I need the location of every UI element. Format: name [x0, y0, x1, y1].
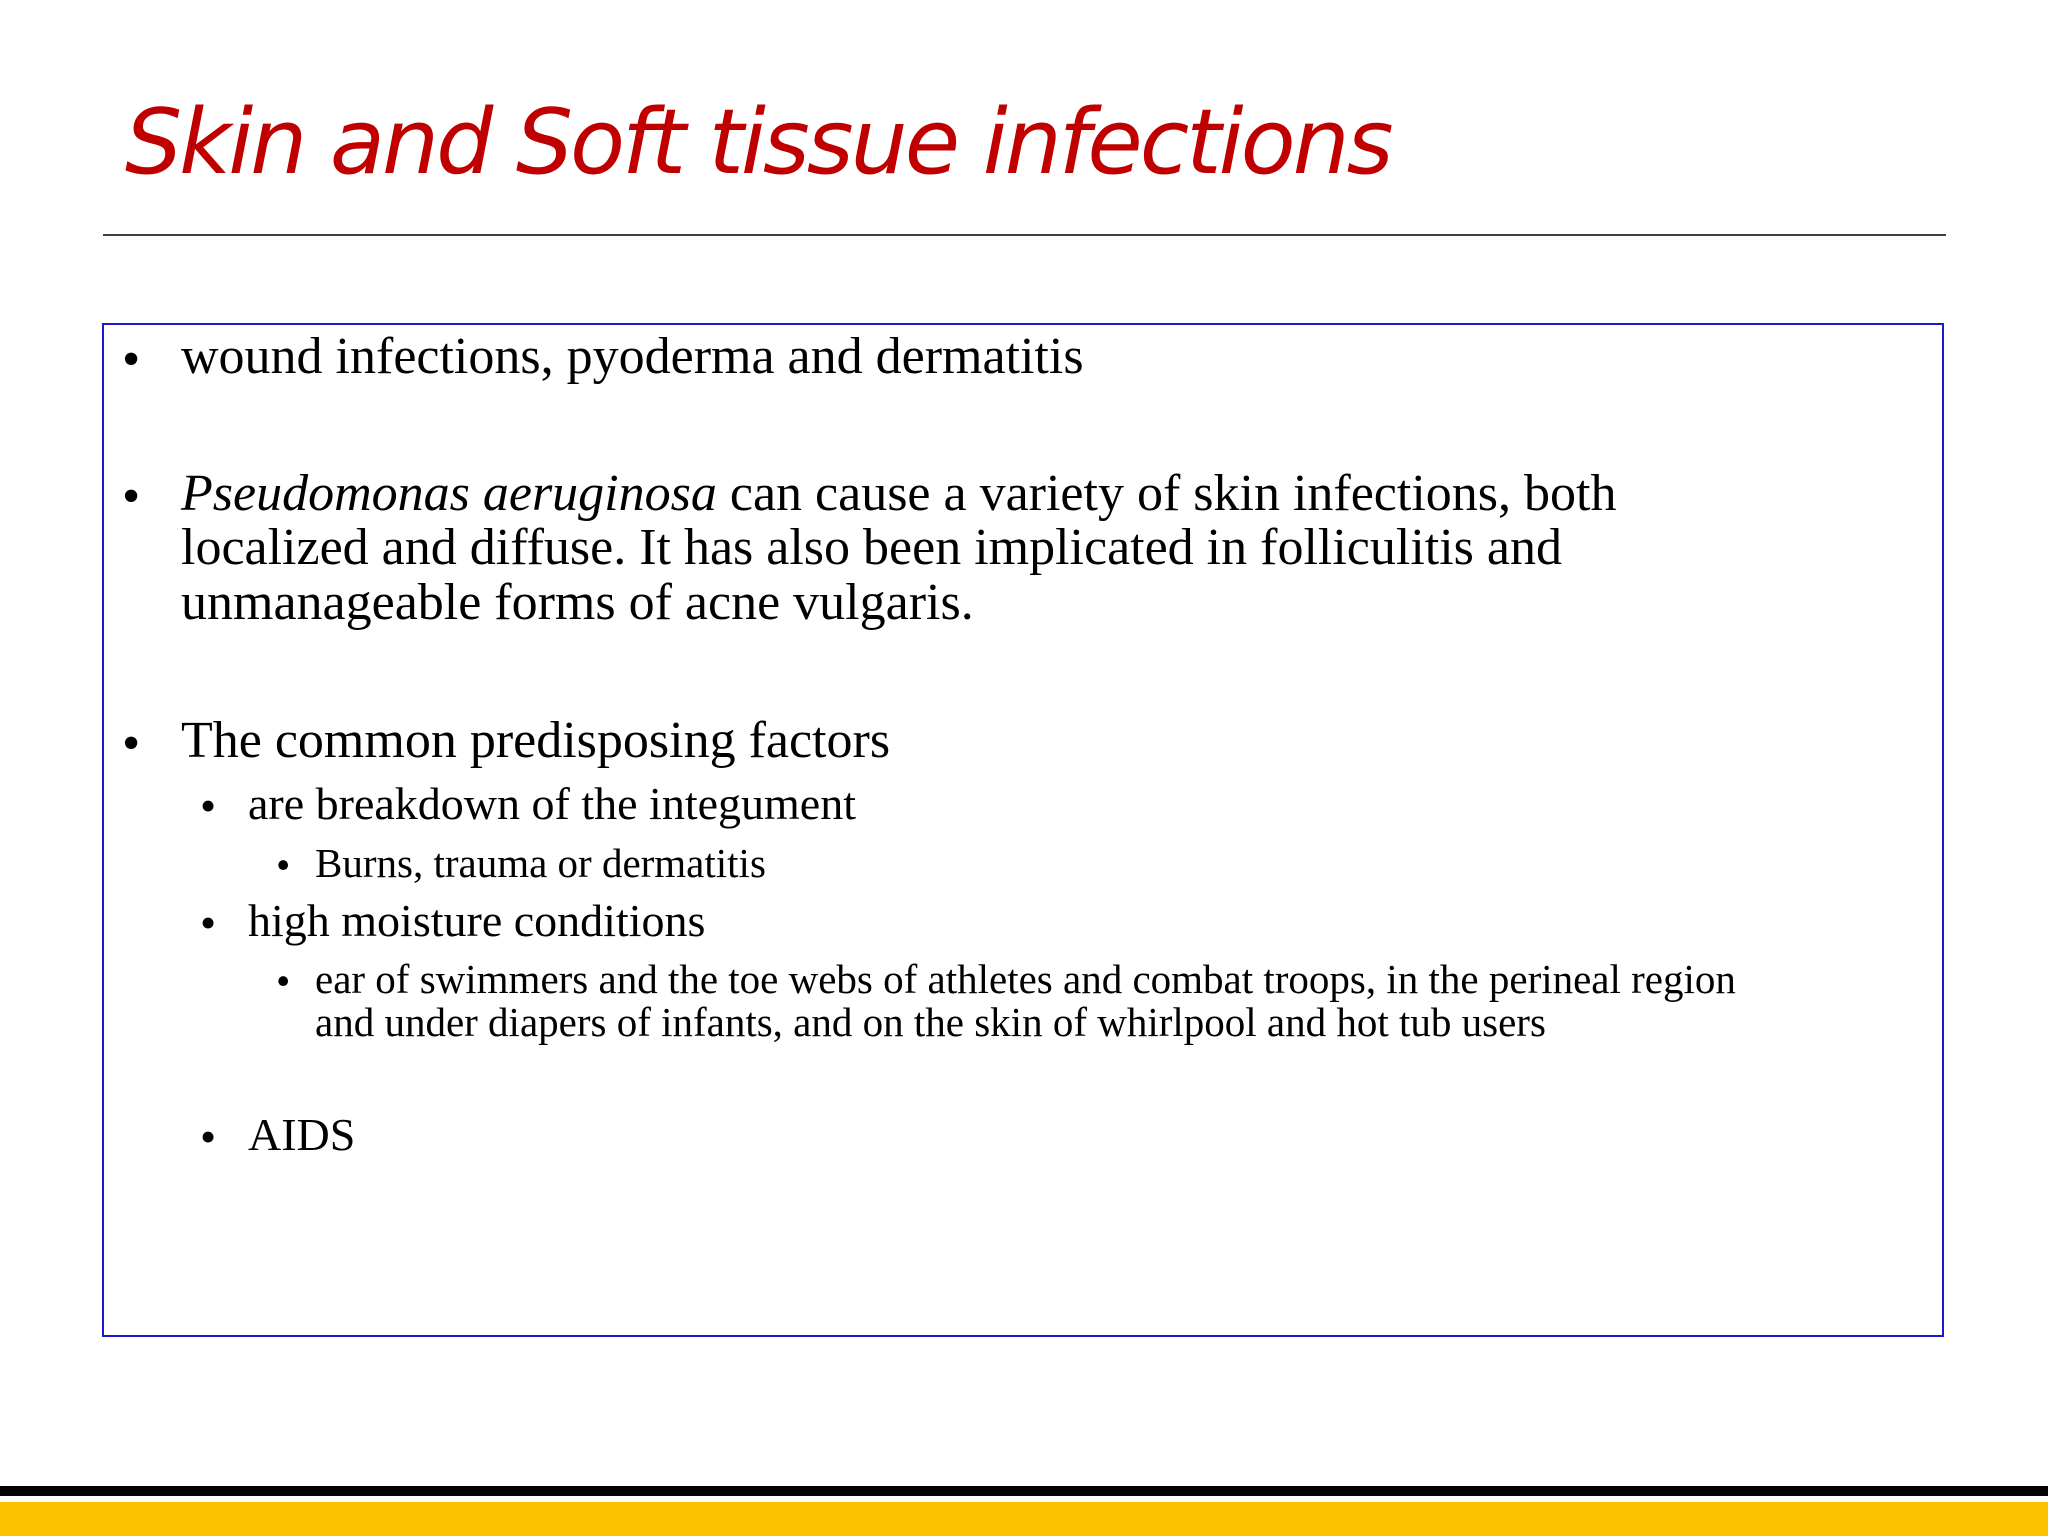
sub-bullet-dot: • — [200, 780, 217, 831]
bullet-pseudomonas-line-3: unmanageable forms of acne vulgaris. — [181, 574, 974, 631]
sub-bullet-dot: • — [200, 897, 217, 948]
sub-sub-bullet-burns: Burns, trauma or dermatitis — [315, 840, 766, 886]
sub-bullet-integument: are breakdown of the integument — [248, 778, 856, 829]
bullet-pseudomonas-text: can cause a variety of skin infections, both — [716, 465, 1617, 522]
bullet-dot: • — [122, 331, 141, 388]
sub-bullet-dot: • — [200, 1111, 217, 1162]
footer-yellow-bar — [0, 1502, 2048, 1536]
sub-sub-bullet-swimmers-line-1: ear of swimmers and the toe webs of athletes and combat troops, in the perineal region — [315, 956, 1736, 1002]
sub-sub-bullet-dot: • — [276, 842, 291, 888]
bullet-predisposing-factors: The common predisposing factors — [181, 712, 891, 769]
bullet-wound-infections: wound infections, pyoderma and dermatitis — [181, 328, 1084, 385]
bullet-dot: • — [122, 468, 141, 525]
footer-black-bar — [0, 1486, 2048, 1496]
bullet-dot: • — [122, 715, 141, 772]
title-divider — [103, 234, 1946, 236]
sub-bullet-moisture: high moisture conditions — [248, 895, 706, 946]
sub-sub-bullet-dot: • — [276, 958, 291, 1004]
bullet-pseudomonas-line-2: localized and diffuse. It has also been implicated in folliculitis and — [181, 519, 1562, 576]
bullet-pseudomonas-line-1 — [181, 467, 1616, 521]
organism-name: Pseudomonas aeruginosa — [181, 465, 717, 522]
sub-bullet-aids: AIDS — [248, 1109, 356, 1160]
slide-title: Skin and Soft tissue infections — [125, 90, 1391, 195]
sub-sub-bullet-swimmers-line-2: and under diapers of infants, and on the skin of whirlpool and hot tub users — [315, 999, 1546, 1045]
